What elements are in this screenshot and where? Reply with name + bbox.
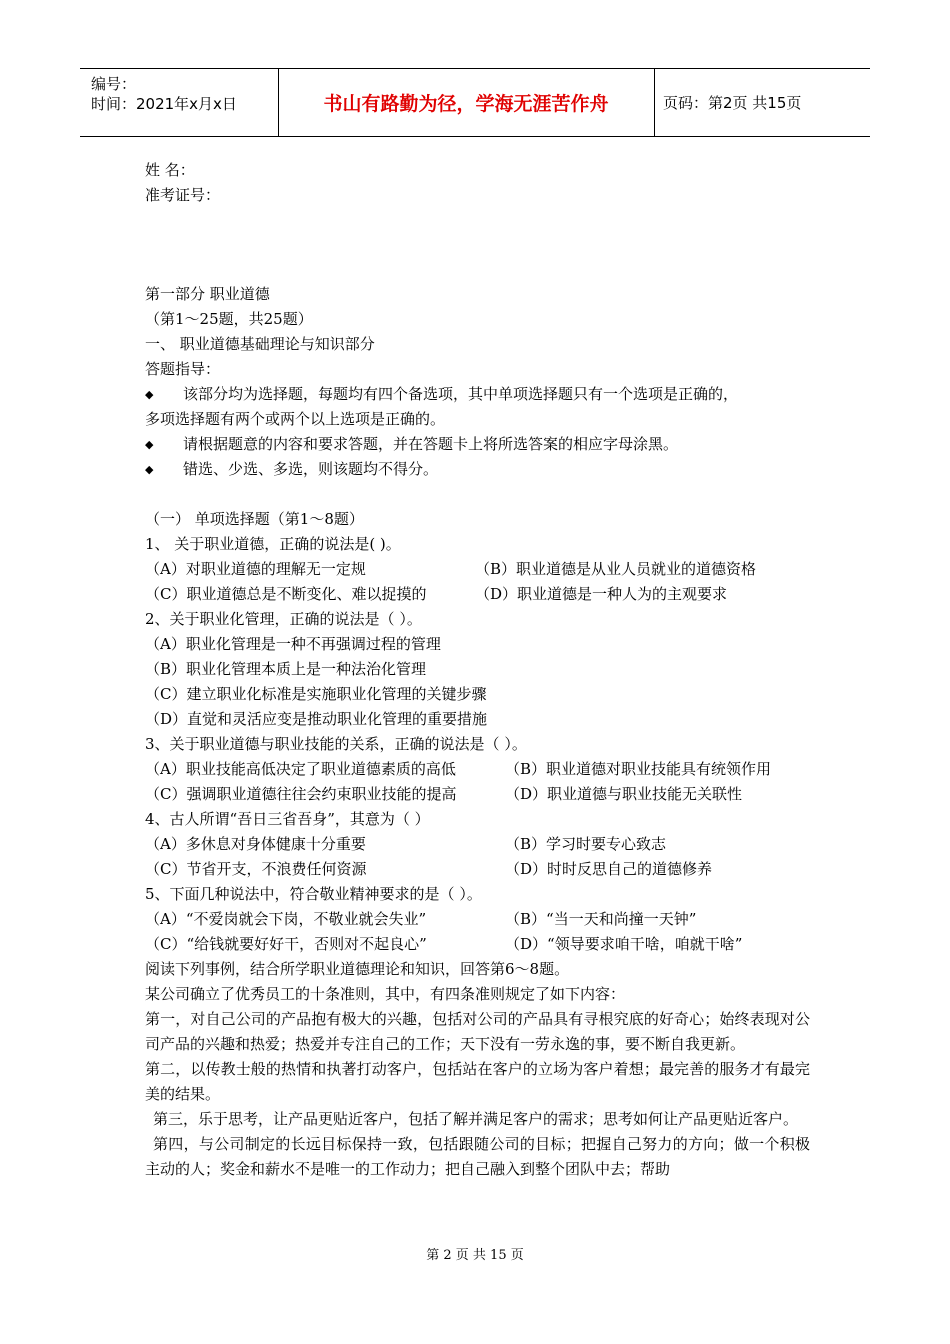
option: （C）“给钱就要好好干，否则对不起良心” xyxy=(145,935,427,953)
question-1-options-row1 xyxy=(145,557,810,582)
option: （B）“当一天和尚撞一天钟” xyxy=(505,910,697,928)
guide-item: ◆ 该部分均为选择题，每题均有四个备选项，其中单项选择题只有一个选项是正确的， xyxy=(145,382,810,407)
sub-section-title: （一） 单项选择题（第1～8题） xyxy=(145,510,364,528)
guide-item: ◆ 请根据题意的内容和要求答题，并在答题卡上将所选答案的相应字母涂黑。 xyxy=(145,432,810,457)
option: （C）节省开支，不浪费任何资源 xyxy=(145,860,367,878)
diamond-icon: ◆ xyxy=(145,463,154,476)
diamond-icon: ◆ xyxy=(145,438,154,451)
case-paragraph-3: 第三，乐于思考，让产品更贴近客户，包括了解并满足客户的需求；思考如何让产品更贴近客户。 xyxy=(153,1110,799,1128)
code-label: 编号： xyxy=(91,75,137,93)
question-1-options-row2 xyxy=(145,582,810,607)
option: （D）“领导要求咱干啥，咱就干啥” xyxy=(505,935,743,953)
option: （A）对职业道德的理解无一定规 xyxy=(145,560,366,578)
case-intro: 阅读下列事例，结合所学职业道德理论和知识，回答第6～8题。 xyxy=(145,960,570,978)
question-4: 4、古人所谓“吾日三省吾身”，其意为（ ） xyxy=(145,810,430,828)
option: （B）学习时要专心致志 xyxy=(505,835,667,853)
case-paragraph-2: 第二，以传教士般的热情和执著打动客户，包括站在客户的立场为客户着想；最完善的服务才有最完美的结果。 xyxy=(145,1060,810,1103)
guide-title: 答题指导： xyxy=(145,360,221,378)
option: （A）“不爱岗就会下岗，不敬业就会失业” xyxy=(145,910,427,928)
question-5-options-row2 xyxy=(145,932,810,957)
option: （C）职业道德总是不断变化、难以捉摸的 xyxy=(145,585,427,603)
part-title: 第一部分 职业道德 xyxy=(145,285,270,303)
subpart-title: 一、 职业道德基础理论与知识部分 xyxy=(145,335,375,353)
option: （B）职业道德对职业技能具有统领作用 xyxy=(505,760,772,778)
case-line: 某公司确立了优秀员工的十条准则，其中，有四条准则规定了如下内容： xyxy=(145,985,626,1003)
question-3: 3、关于职业道德与职业技能的关系，正确的说法是（ ）。 xyxy=(145,735,527,753)
page-header xyxy=(80,68,870,137)
question-5: 5、下面几种说法中，符合敬业精神要求的是（ ）。 xyxy=(145,885,482,903)
part-range: （第1～25题，共25题） xyxy=(145,310,313,328)
document-body xyxy=(145,158,810,1182)
name-label: 姓 名： xyxy=(145,161,195,179)
page-footer: 第 2 页 共 15 页 xyxy=(426,1248,524,1263)
question-5-options-row1 xyxy=(145,907,810,932)
question-1: 1、 关于职业道德，正确的说法是( )。 xyxy=(145,535,401,553)
guide-item: ◆ 错选、少选、多选，则该题均不得分。 xyxy=(145,457,810,482)
option: （D）直觉和灵活应变是推动职业化管理的重要措施 xyxy=(145,710,488,728)
question-4-options-row1 xyxy=(145,832,810,857)
question-3-options-row1 xyxy=(145,757,810,782)
header-page-label: 页码：第2页 共15页 xyxy=(663,94,802,112)
option: （C）建立职业化标准是实施职业化管理的关键步骤 xyxy=(145,685,487,703)
option: （D）职业道德是一种人为的主观要求 xyxy=(475,585,728,603)
option: （C）强调职业道德往往会约束职业技能的提高 xyxy=(145,785,457,803)
question-3-options-row2 xyxy=(145,782,810,807)
header-motto: 书山有路勤为径，学海无涯苦作舟 xyxy=(278,69,655,136)
option: （D）时时反思自己的道德修养 xyxy=(505,860,713,878)
option: （A）职业化管理是一种不再强调过程的管理 xyxy=(145,635,441,653)
case-paragraph-4: 第四，与公司制定的长远目标保持一致，包括跟随公司的目标；把握自己努力的方向；做一个积极主动的人；奖金和薪水不是唯一的工作动力；把自己融入到整个团队中去；帮助 xyxy=(145,1135,810,1178)
option: （A）职业技能高低决定了职业道德素质的高低 xyxy=(145,760,456,778)
question-2: 2、关于职业化管理，正确的说法是（ ）。 xyxy=(145,610,422,628)
guide-item-continued: 多项选择题有两个或两个以上选项是正确的。 xyxy=(145,410,446,428)
option: （A）多休息对身体健康十分重要 xyxy=(145,835,366,853)
header-meta xyxy=(80,69,279,136)
option: （B）职业化管理本质上是一种法治化管理 xyxy=(145,660,427,678)
case-paragraph-1: 第一，对自己公司的产品抱有极大的兴趣，包括对公司的产品具有寻根究底的好奇心；始终表现对公司产品的兴趣和热爱；热爱并专注自己的工作；天下没有一劳永逸的事，要不断自我更新。 xyxy=(145,1010,810,1053)
question-4-options-row2 xyxy=(145,857,810,882)
option: （B）职业道德是从业人员就业的道德资格 xyxy=(475,560,757,578)
time-label: 时间：2021年x月x日 xyxy=(91,95,237,113)
diamond-icon: ◆ xyxy=(145,388,154,401)
id-label: 准考证号： xyxy=(145,186,221,204)
option: （D）职业道德与职业技能无关联性 xyxy=(505,785,743,803)
